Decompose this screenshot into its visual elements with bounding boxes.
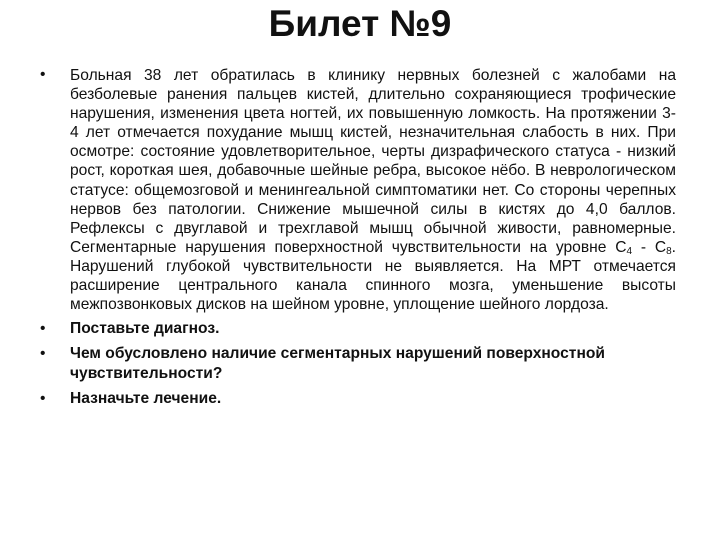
- question-item-diagnosis: [40, 319, 676, 339]
- case-text-part-2: - С: [632, 238, 667, 256]
- case-text-part-3: . Нарушений глубокой чувствительности не выявляется. На МРТ отмечается расширение центрального канала спинного мозга, уменьшение высоты межпозвонковых дисков на шейном уровне, уплощение шейного лордоза.: [70, 238, 677, 314]
- question-text: Чем обусловлено наличие сегментарных нарушений поверхностной чувствительности?: [70, 345, 605, 383]
- bullet-marker: •: [40, 390, 46, 408]
- segment-subscript-c4: 4: [626, 245, 633, 257]
- case-text-part-1: Больная 38 лет обратилась в клинику нервных болезней с жалобами на безболевые ранения пальцев кистей, длительно сохраняющиеся трофические нарушения, изменения цвета ногтей, их повышенную ломкость. На протяжении 3-4 лет отмечается похудание мышц кистей, незначительная слабость в них. При осмотре: состояние удовлетворительное, черты дизрафического статуса - низкий рост, короткая шея, добавочные шейные ребра, высокое нёбо. В неврологическом статусе: общемозговой и менингеальной симптоматики нет. Со стороны черепных нервов без патологии. Снижение мышечной силы в кистях до 4,0 баллов. Рефлексы с двуглавой и трехглавой мышц обычной живости, равномерные. Сегментарные нарушения поверхностной чувствительности на уровне С: [70, 67, 676, 256]
- slide-title: Билет №9: [268, 3, 452, 44]
- case-description-item: [40, 66, 676, 314]
- bullet-marker: •: [40, 320, 46, 338]
- question-text: Назначьте лечение.: [70, 390, 222, 408]
- question-item-segmental: [40, 344, 676, 384]
- question-item-treatment: [40, 389, 676, 409]
- bullet-list: [40, 66, 676, 409]
- segment-subscript-c8: 8: [666, 245, 672, 257]
- question-text: Поставьте диагноз.: [70, 320, 220, 338]
- bullet-marker: •: [40, 345, 46, 363]
- case-description: [70, 66, 676, 314]
- bullet-marker: •: [40, 66, 46, 83]
